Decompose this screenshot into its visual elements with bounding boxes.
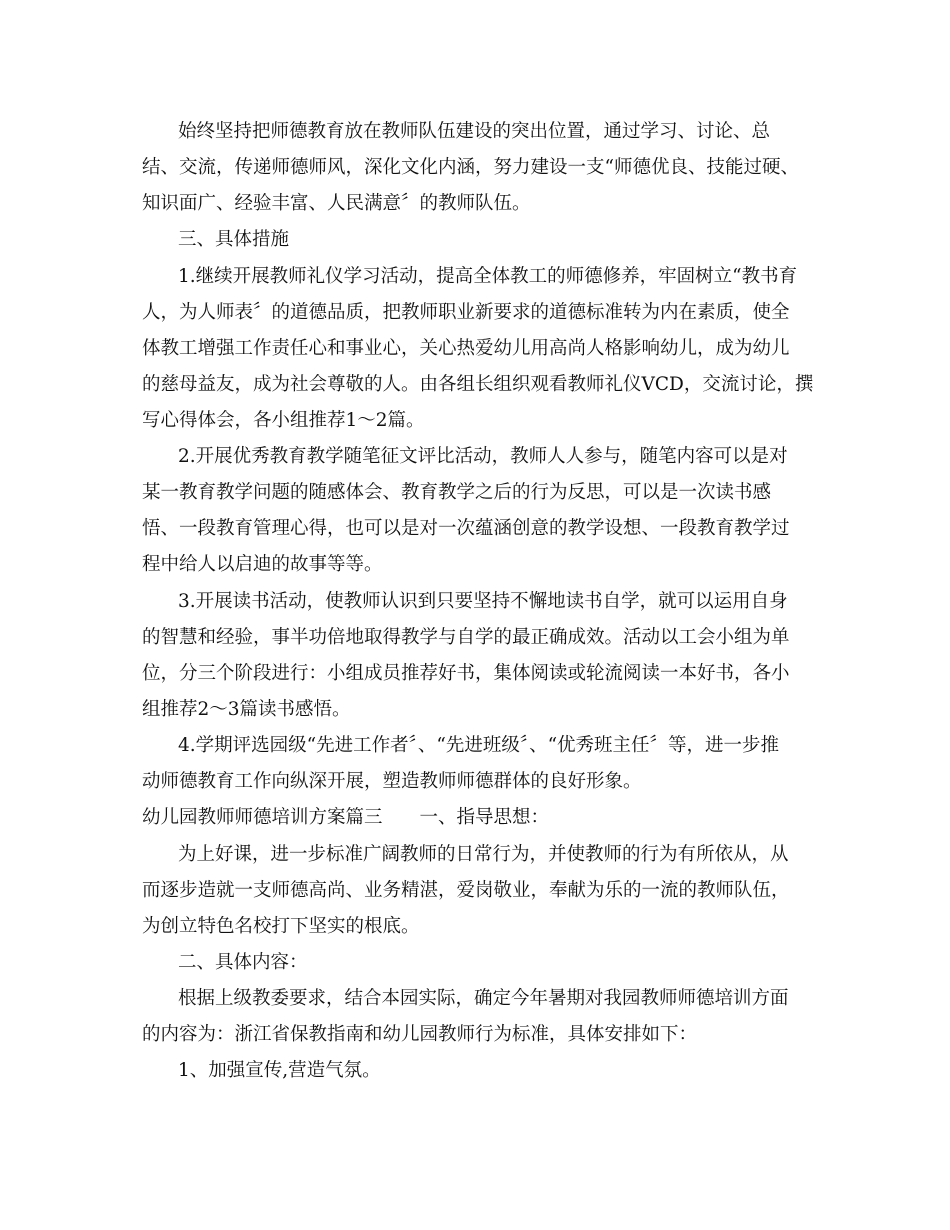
text-line: 的慈母益友，成为社会尊敬的人。由各组长组织观看教师礼仪VCD，交流讨论，撰 — [142, 374, 814, 395]
text-line: 悟、一段教育管理心得，也可以是对一次蕴涵创意的教学设想、一段教育教学过 — [142, 518, 790, 539]
text-line: 4.学期评选园级“先进工作者〞、“先进班级〞、“优秀班主任〞等，进一步推 — [178, 735, 780, 756]
text-line: 程中给人以启迪的故事等等。 — [142, 554, 383, 575]
text-line: 为上好课，进一步标准广阔教师的日常行为，并使教师的行为有所依从，从 — [178, 844, 789, 865]
text-line: 组推荐2～3篇读书感悟。 — [142, 699, 351, 720]
text-line: 写心得体会，各小组推荐1～2篇。 — [142, 410, 425, 431]
text-line: 结、交流，传递师德师风，深化文化内涵，努力建设一支“师德优良、技能过硬、 — [142, 157, 799, 178]
text-line: 的智慧和经验，事半功倍地取得教学与自学的最正确成效。活动以工会小组为单 — [142, 627, 790, 648]
text-line: 而逐步造就一支师德高尚、业务精湛，爱岗敬业，奉献为乐的一流的教师队伍， — [142, 880, 790, 901]
text-line: 人，为人师表〞的道德品质，把教师职业新要求的道德标准转为内在素质，使全 — [142, 302, 790, 323]
text-line: 根据上级教委要求，结合本园实际，确定今年暑期对我园教师师德培训方面 — [178, 988, 789, 1009]
section-heading: 三、具体措施 — [178, 229, 290, 250]
text-line: 1、加强宣传,营造气氛。 — [178, 1060, 381, 1081]
text-line: 3.开展读书活动，使教师认识到只要坚持不懈地读书自学，就可以运用自身 — [178, 591, 788, 612]
text-line: 位，分三个阶段进行：小组成员推荐好书，集体阅读或轮流阅读一本好书，各小 — [142, 663, 790, 684]
text-line: 某一教育教学问题的随感体会、教育教学之后的行为反思，可以是一次读书感 — [142, 482, 772, 503]
section-heading: 二、具体内容： — [178, 952, 308, 973]
text-line: 始终坚持把师德教育放在教师队伍建设的突出位置，通过学习、讨论、总 — [178, 121, 771, 142]
text-line: 知识面广、经验丰富、人民满意〞的教师队伍。 — [142, 193, 531, 214]
text-line: 的内容为：浙江省保教指南和幼儿园教师行为标准，具体安排如下： — [142, 1024, 698, 1045]
text-line: 2.开展优秀教育教学随笔征文评比活动，教师人人参与，随笔内容可以是对 — [178, 446, 788, 467]
text-line: 1.继续开展教师礼仪学习活动，提高全体教工的师德修养，牢固树立“教书育 — [178, 266, 798, 287]
text-line: 动师德教育工作向纵深开展，塑造教师师德群体的良好形象。 — [142, 771, 642, 792]
article-title-line: 幼儿园教师师德培训方案篇三 一、指导思想： — [142, 807, 550, 828]
text-line: 体教工增强工作责任心和事业心，关心热爱幼儿用高尚人格影响幼儿，成为幼儿 — [142, 338, 790, 359]
text-line: 为创立特色名校打下坚实的根底。 — [142, 916, 420, 937]
